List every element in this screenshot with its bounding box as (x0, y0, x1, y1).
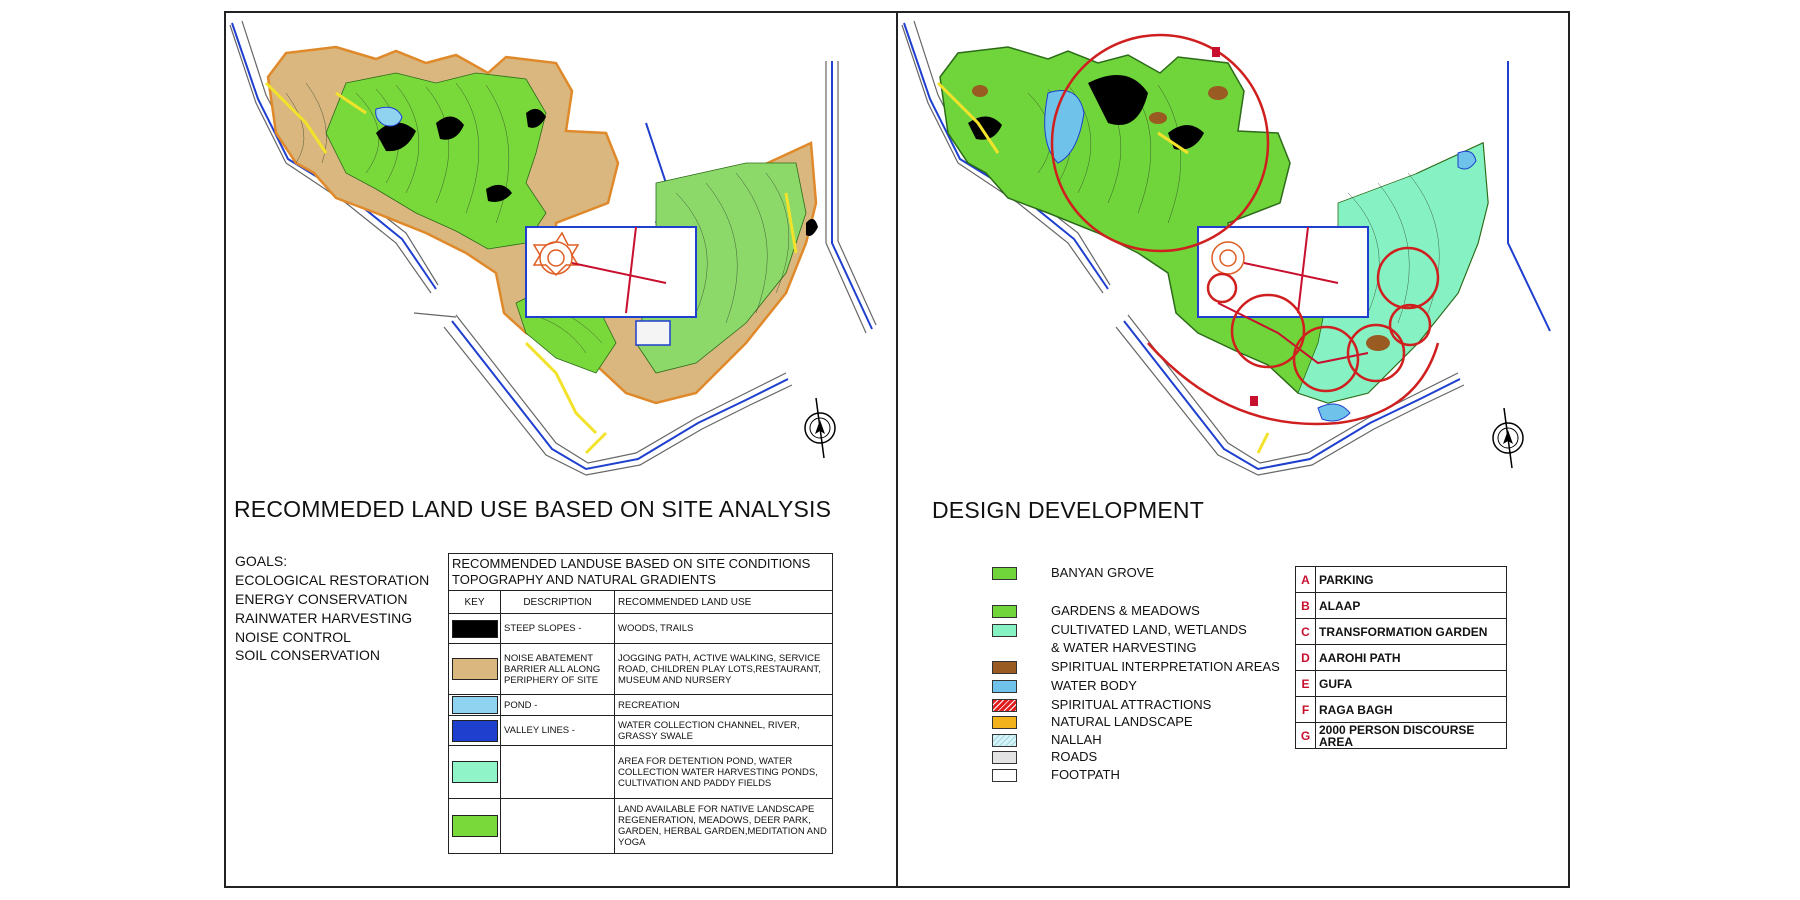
column-header: DESCRIPTION (501, 591, 615, 614)
zone-code: B (1296, 593, 1316, 619)
land-use-cell: RECREATION (615, 695, 833, 716)
design-development-title: DESIGN DEVELOPMENT (932, 497, 1204, 523)
key-swatch (452, 720, 498, 742)
key-swatch (452, 696, 498, 714)
design-development-map (898, 13, 1568, 483)
legend-label: GARDENS & MEADOWS (1051, 603, 1200, 618)
land-use-cell: LAND AVAILABLE FOR NATIVE LANDSCAPE REGENERATION, MEADOWS, DEER PARK, GARDEN, HERBAL GARDEN,MEDITATION AND YOGA (615, 799, 833, 854)
legend-swatch (992, 769, 1017, 782)
building (636, 321, 670, 345)
zone-code: E (1296, 671, 1316, 697)
description-cell: POND - (501, 695, 615, 716)
key-swatch (452, 815, 498, 837)
legend-swatch (992, 661, 1017, 674)
column-header: KEY (449, 591, 501, 614)
legend-swatch (992, 605, 1017, 618)
zone-row (1296, 593, 1507, 619)
key-swatch (452, 658, 498, 680)
zone-row (1296, 723, 1507, 749)
legend-label: BANYAN GROVE (1051, 565, 1155, 580)
legend-label: SPIRITUAL ATTRACTIONS (1051, 697, 1212, 712)
legend-label: NALLAH (1051, 732, 1102, 747)
zone-row (1296, 697, 1507, 723)
site-analysis-map (226, 13, 896, 483)
zone-code: A (1296, 567, 1316, 593)
legend-swatch (992, 567, 1017, 580)
description-cell: NOISE ABATEMENT BARRIER ALL ALONG PERIPHERY OF SITE (501, 644, 615, 695)
land-use-title: RECOMMEDED LAND USE BASED ON SITE ANALYSIS (234, 496, 832, 522)
land-use-cell: WATER COLLECTION CHANNEL, RIVER, GRASSY SWALE (615, 716, 833, 746)
table-row (449, 644, 833, 695)
north-arrow-icon (805, 398, 835, 458)
table-row (449, 799, 833, 854)
zone-code: G (1296, 723, 1316, 749)
zone-code: C (1296, 619, 1316, 645)
table-row (449, 695, 833, 716)
goal-item: SOIL CONSERVATION (235, 647, 380, 663)
legend-swatch (992, 680, 1017, 693)
description-cell: STEEP SLOPES - (501, 614, 615, 644)
zone-name: 2000 PERSON DISCOURSE AREA (1316, 723, 1507, 749)
zone-name: GUFA (1316, 671, 1507, 697)
zone-code: D (1296, 645, 1316, 671)
goal-item: NOISE CONTROL (235, 629, 351, 645)
zone-name: RAGA BAGH (1316, 697, 1507, 723)
land-use-sheet (224, 11, 898, 888)
column-header: RECOMMENDED LAND USE (615, 591, 833, 614)
zone-name: PARKING (1316, 567, 1507, 593)
legend-swatch (992, 716, 1017, 729)
goals-list (235, 552, 429, 664)
legend-swatch (992, 751, 1017, 764)
table-row (449, 716, 833, 746)
legend-label-cont: & WATER HARVESTING (1051, 640, 1197, 655)
description-cell: VALLEY LINES - (501, 716, 615, 746)
goal-item: ECOLOGICAL RESTORATION (235, 572, 430, 588)
land-use-cell: AREA FOR DETENTION POND, WATER COLLECTION WATER HARVESTING PONDS, CULTIVATION AND PADDY FIELDS (615, 746, 833, 799)
legend-swatch (992, 624, 1017, 637)
legend-label: ROADS (1051, 749, 1098, 764)
key-swatch (452, 761, 498, 783)
legend-label: WATER BODY (1051, 678, 1137, 693)
goals-heading: GOALS: (235, 553, 288, 569)
design-development-sheet (896, 11, 1570, 888)
zone-row (1296, 619, 1507, 645)
land-use-table (448, 553, 833, 854)
table-row (449, 746, 833, 799)
zones-table (1295, 566, 1507, 749)
legend-label: SPIRITUAL INTERPRETATION AREAS (1051, 659, 1280, 674)
goal-item: ENERGY CONSERVATION (235, 591, 408, 607)
zone-code: F (1296, 697, 1316, 723)
key-swatch (452, 620, 498, 638)
land-use-cell: JOGGING PATH, ACTIVE WALKING, SERVICE ROAD, CHILDREN PLAY LOTS,RESTAURANT, MUSEUM AND NURSERY (615, 644, 833, 695)
legend-label: CULTIVATED LAND, WETLANDS (1051, 622, 1247, 637)
description-cell (501, 799, 615, 854)
north-arrow-icon (1493, 408, 1523, 468)
land-use-cell: WOODS, TRAILS (615, 614, 833, 644)
legend-label: FOOTPATH (1051, 767, 1120, 782)
legend-swatch (992, 734, 1017, 747)
description-cell (501, 746, 615, 799)
zone-name: AAROHI PATH (1316, 645, 1507, 671)
zone-row (1296, 567, 1507, 593)
zone-row (1296, 671, 1507, 697)
table-caption: RECOMMENDED LANDUSE BASED ON SITE CONDITIONS TOPOGRAPHY AND NATURAL GRADIENTS (449, 554, 833, 591)
zone-row (1296, 645, 1507, 671)
goal-item: RAINWATER HARVESTING (235, 610, 413, 626)
table-row (449, 614, 833, 644)
legend-swatch (992, 699, 1017, 712)
legend-label: NATURAL LANDSCAPE (1051, 714, 1193, 729)
zone-name: ALAAP (1316, 593, 1507, 619)
zone-name: TRANSFORMATION GARDEN (1316, 619, 1507, 645)
